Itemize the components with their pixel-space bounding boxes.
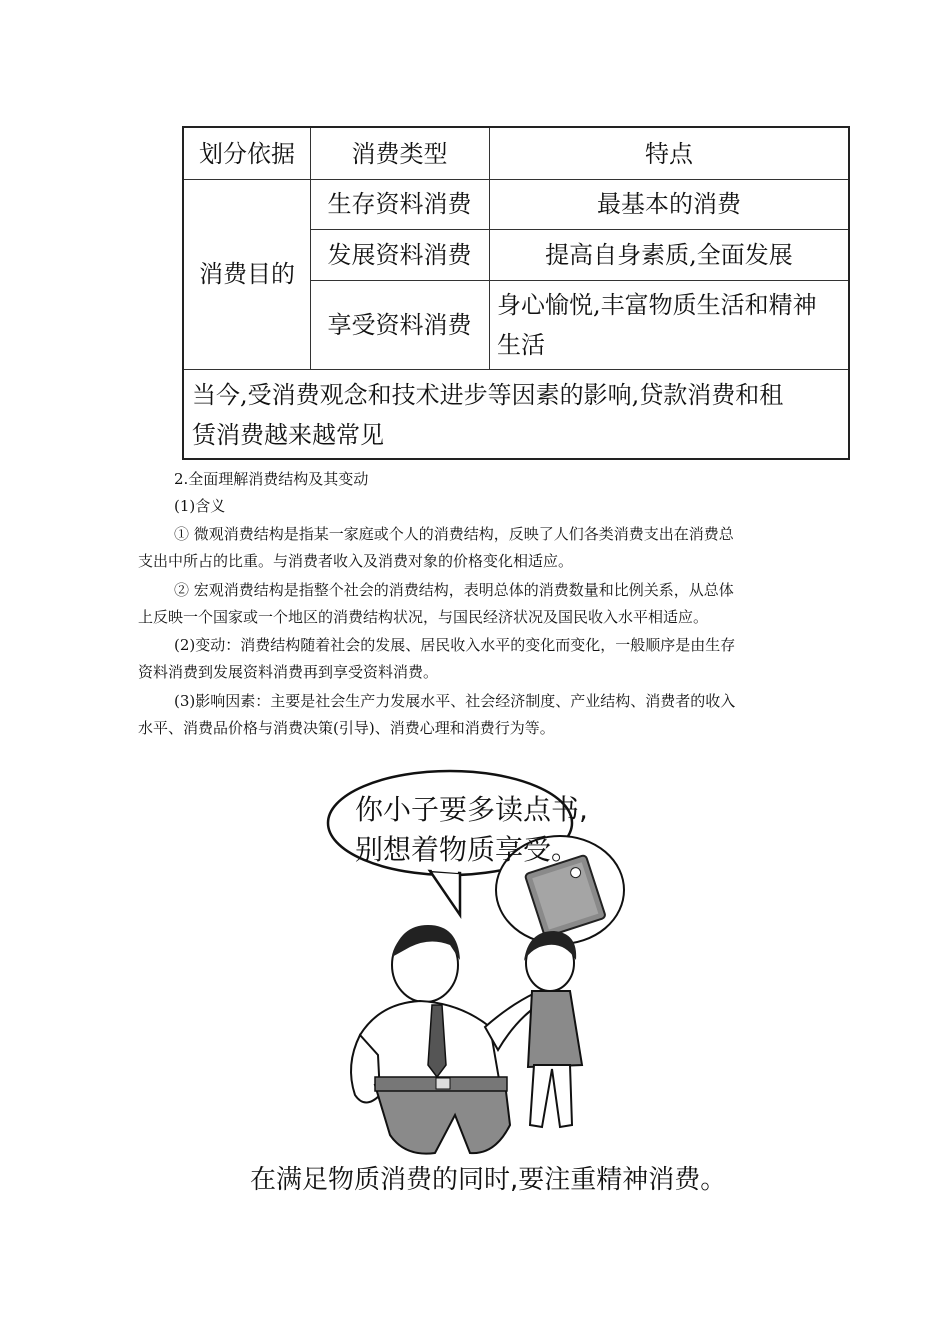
paragraph-macro-line2: 上反映一个国家或一个地区的消费结构状况，与国民经济状况及国民收入水平相适应。 [138,608,709,626]
man-figure [351,925,538,1154]
row-type-survival: 生存资料消费 [327,190,472,218]
row-feature-development: 提高自身素质,全面发展 [545,240,793,269]
paragraph-factors-line2: 水平、消费品价格与消费决策(引导)、消费心理和消费行为等。 [138,719,555,737]
row-feature-survival: 最基本的消费 [597,190,741,218]
cartoon-caption: 在满足物质消费的同时,要注重精神消费。 [250,1165,727,1195]
feature-line-2: 生活 [497,331,545,359]
row-feature-enjoyment [489,285,849,365]
basis-cell: 消费目的 [199,260,295,288]
sub-heading-meaning: (1)含义 [174,497,226,515]
speech-line-1: 你小子要多读点书, [355,793,588,826]
paragraph-change-line1: (2)变动：消费结构随着社会的发展、居民收入水平的变化而变化，一般顺序是由生存 [174,636,736,654]
header-type: 消费类型 [351,139,448,168]
note-line-2: 赁消费越来越常见 [192,421,384,449]
row-type-development: 发展资料消费 [327,240,472,269]
feature-line-1: 身心愉悦,丰富物质生活和精神 [497,291,817,319]
consumption-types-table [182,126,850,460]
speech-line-2: 别想着物质享受。 [355,833,580,866]
row-type-enjoyment: 享受资料消费 [327,310,472,339]
header-feature: 特点 [645,139,693,168]
table-note [184,375,848,455]
paragraph-macro-line1: ② 宏观消费结构是指整个社会的消费结构，表明总体的消费数量和比例关系，从总体 [174,581,734,599]
header-basis: 划分依据 [199,139,295,168]
paragraph-micro-line2: 支出中所占的比重。与消费者收入及消费对象的价格变化相适应。 [138,552,574,570]
paragraph-change-line2: 资料消费到发展资料消费再到享受资料消费。 [138,663,439,681]
boy-figure [524,931,582,1127]
paragraph-micro-line1: ① 微观消费结构是指某一家庭或个人的消费结构，反映了人们各类消费支出在消费总 [174,525,734,543]
paragraph-factors-line1: (3)影响因素：主要是社会生产力发展水平、社会经济制度、产业结构、消费者的收入 [174,692,736,710]
note-line-1: 当今,受消费观念和技术进步等因素的影响,贷款消费和租 [192,381,784,409]
section-heading: 2.全面理解消费结构及其变动 [174,470,369,488]
